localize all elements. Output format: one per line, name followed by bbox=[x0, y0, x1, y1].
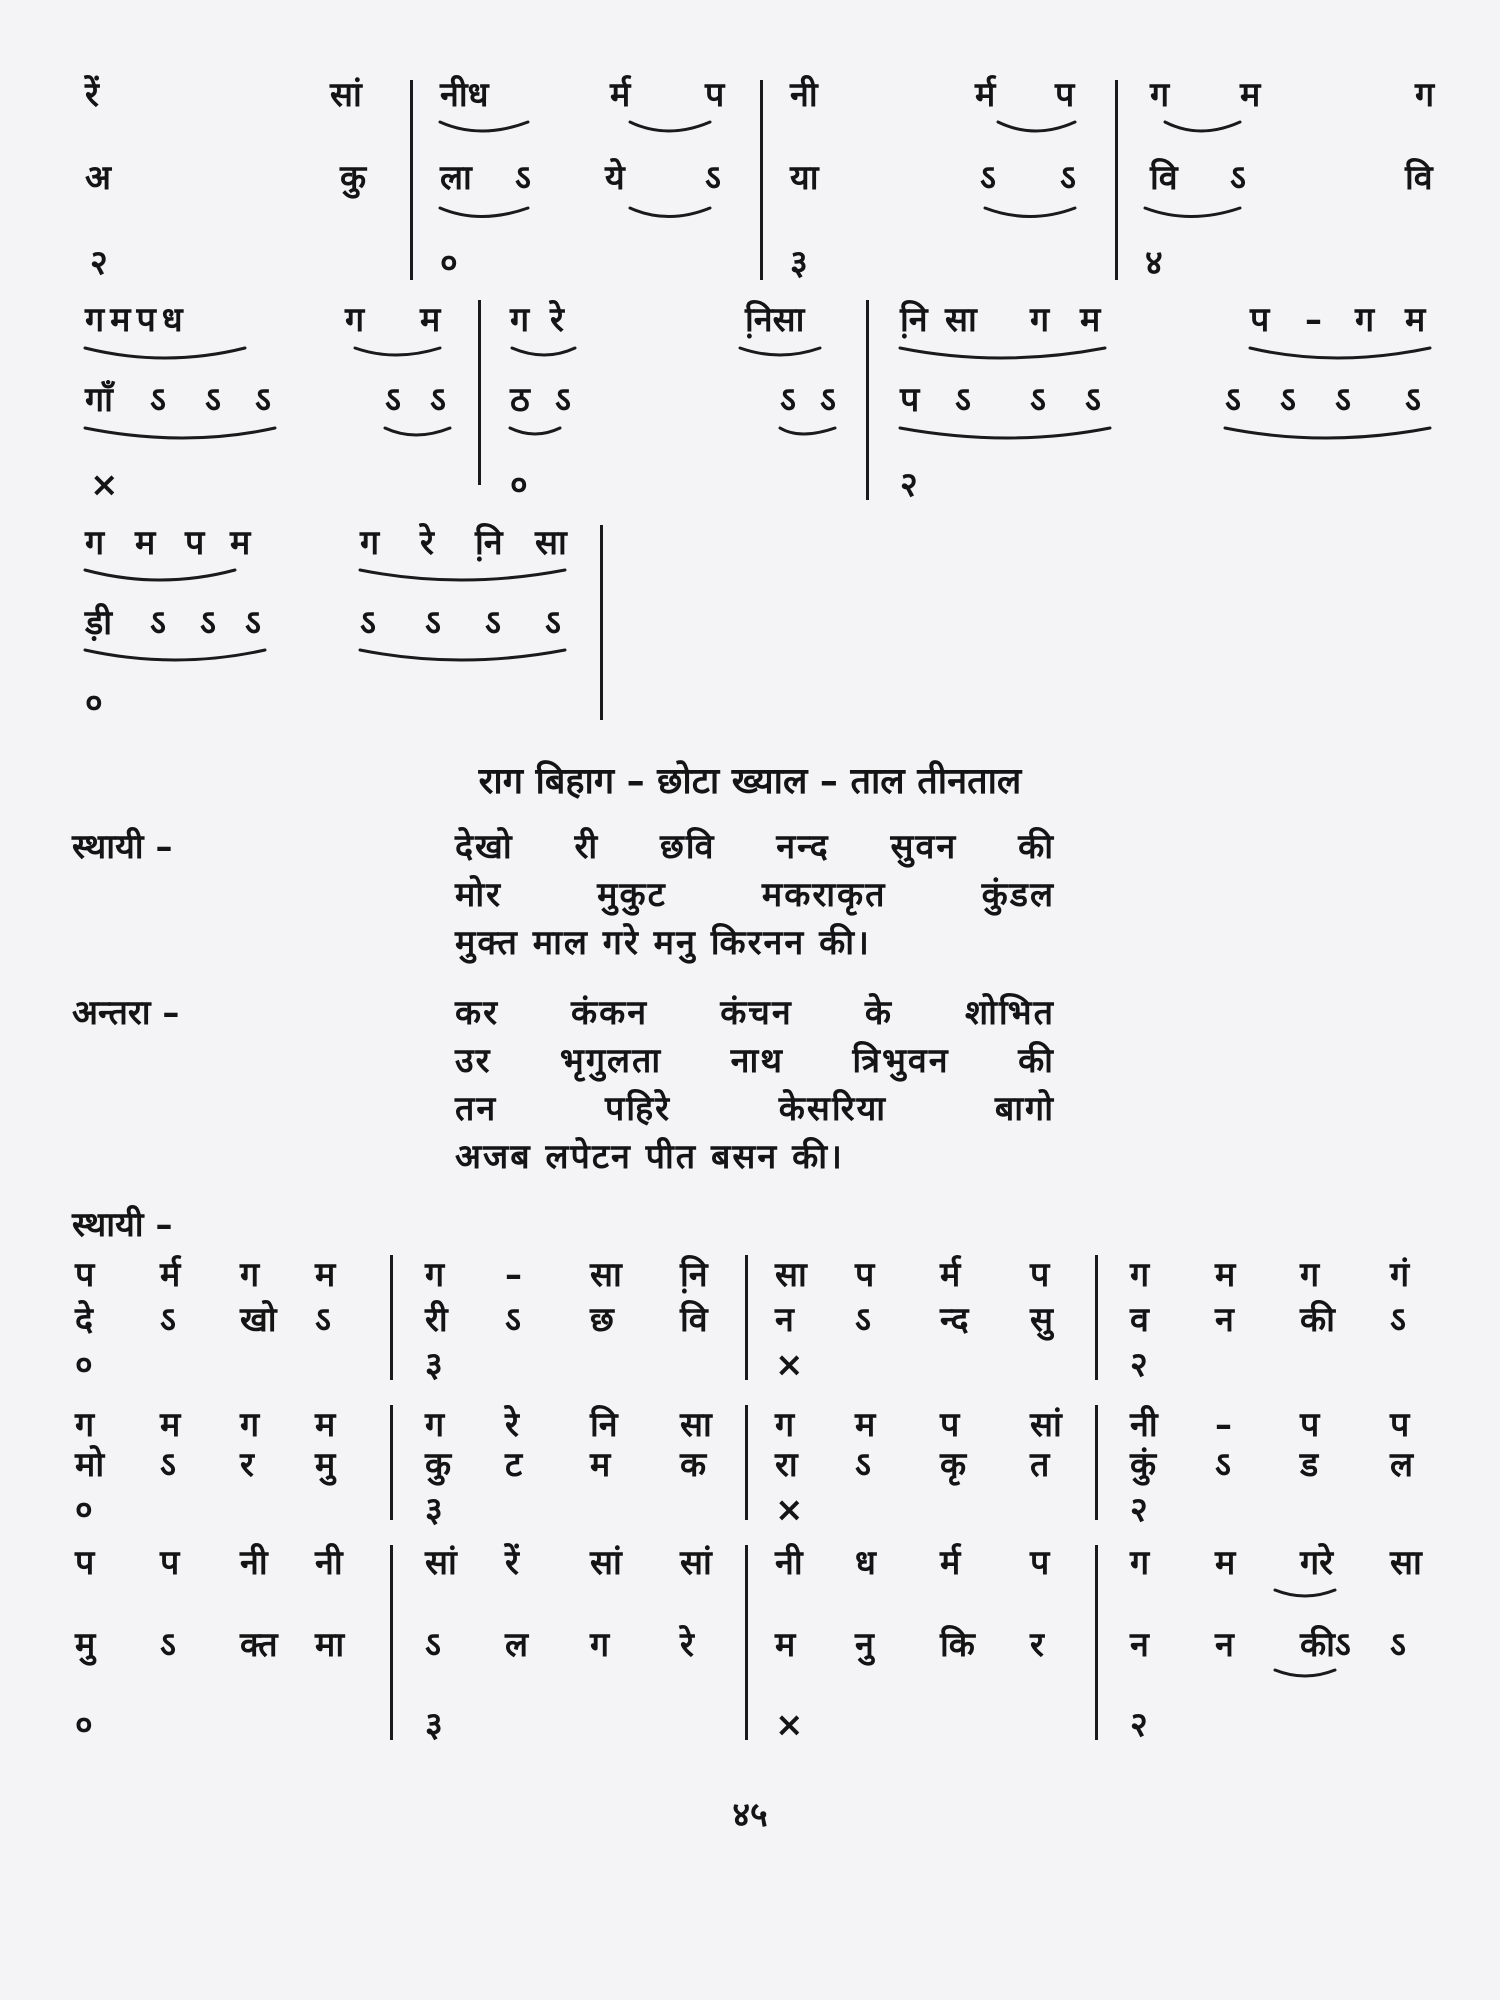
tal-marker: ३ bbox=[790, 243, 808, 283]
bol-syllable: कु bbox=[425, 1445, 452, 1485]
swar-note: नि़ bbox=[680, 1255, 708, 1295]
bol-syllable: ल bbox=[1390, 1445, 1414, 1485]
swar-note: – bbox=[1215, 1405, 1232, 1445]
swar-note: प bbox=[855, 1255, 875, 1295]
bol-syllable: नु bbox=[855, 1625, 874, 1665]
bol-syllable: दे bbox=[75, 1300, 94, 1340]
swar-note: ग bbox=[1150, 75, 1170, 115]
swar-note: प bbox=[1300, 1405, 1320, 1445]
bol-syllable: क्त bbox=[240, 1625, 278, 1665]
swar-note: ग bbox=[1355, 300, 1375, 340]
swar-note: र्म bbox=[975, 75, 996, 115]
swar-note: नि़सा bbox=[745, 300, 805, 340]
bol-syllable: वि bbox=[1150, 158, 1178, 198]
bol-syllable: ऽ bbox=[430, 380, 446, 420]
swar-note: सा bbox=[1390, 1543, 1422, 1583]
swar-note: नीध bbox=[440, 75, 489, 115]
swar-note: नी bbox=[790, 75, 818, 115]
swar-note: सां bbox=[590, 1543, 622, 1583]
bol-syllable: न्द bbox=[940, 1300, 969, 1340]
swar-note: गमपध bbox=[85, 300, 189, 340]
bol-syllable: ला bbox=[440, 158, 472, 198]
swar-note: ग bbox=[1030, 300, 1050, 340]
tal-marker: ४ bbox=[1145, 243, 1163, 283]
tal-marker: २ bbox=[1130, 1705, 1148, 1745]
bol-syllable: ठ bbox=[510, 380, 530, 420]
swar-note: सा bbox=[590, 1255, 622, 1295]
bol-syllable: वि bbox=[680, 1300, 708, 1340]
swar-note: ग bbox=[1130, 1543, 1150, 1583]
bol-syllable: म bbox=[590, 1445, 611, 1485]
bol-syllable: ऽ bbox=[1335, 380, 1351, 420]
lyric-line: देखो री छवि नन्द सुवन की bbox=[455, 827, 1055, 867]
bol-syllable: ऽ bbox=[160, 1625, 176, 1665]
bol-syllable: रे bbox=[680, 1625, 694, 1665]
bol-syllable: ऽ bbox=[425, 1625, 441, 1665]
bol-syllable: ट bbox=[505, 1445, 523, 1485]
swar-note: ग bbox=[85, 523, 105, 563]
tal-marker: ३ bbox=[425, 1345, 443, 1385]
tal-marker: ० bbox=[510, 465, 528, 505]
swar-note: सा bbox=[945, 300, 977, 340]
bol-syllable: री bbox=[425, 1300, 448, 1340]
page-number: ४५ bbox=[732, 1795, 768, 1835]
bol-syllable: सु bbox=[1030, 1300, 1053, 1340]
swar-note: म bbox=[1215, 1543, 1236, 1583]
lyric-line: अजब लपेटन पीत बसन की। bbox=[455, 1137, 844, 1177]
bol-syllable: ऽ bbox=[150, 380, 166, 420]
swar-note: ग bbox=[775, 1405, 795, 1445]
swar-note: प bbox=[75, 1543, 95, 1583]
swar-note: म bbox=[315, 1255, 336, 1295]
swar-note: नी bbox=[240, 1543, 268, 1583]
swar-note: प bbox=[1030, 1255, 1050, 1295]
swar-note: ग bbox=[1300, 1255, 1320, 1295]
swar-note: ग bbox=[425, 1405, 445, 1445]
swar-note: गं bbox=[1390, 1255, 1410, 1295]
bol-syllable: की bbox=[1300, 1300, 1335, 1340]
bol-syllable: ऽ bbox=[485, 603, 501, 643]
swar-note: प bbox=[1030, 1543, 1050, 1583]
sthayi-label: स्थायी – bbox=[72, 827, 173, 867]
lyric-line: मुक्त माल गरे मनु किरनन की। bbox=[455, 923, 871, 963]
bol-syllable: ऽ bbox=[1390, 1300, 1406, 1340]
bol-syllable: ऽ bbox=[205, 380, 221, 420]
bol-syllable: ऽ bbox=[255, 380, 271, 420]
lyric-line: मोर मुकुट मकराकृत कुंडल bbox=[455, 875, 1055, 915]
bol-syllable: न bbox=[775, 1300, 794, 1340]
bol-syllable: म bbox=[775, 1625, 796, 1665]
swar-note: सां bbox=[680, 1543, 712, 1583]
bol-syllable: ऽ bbox=[425, 603, 441, 643]
swar-note: नी bbox=[315, 1543, 343, 1583]
swar-note: ग bbox=[240, 1405, 260, 1445]
bol-syllable: कृ bbox=[940, 1445, 967, 1485]
tal-marker: ३ bbox=[425, 1490, 443, 1530]
bol-syllable: ऽ bbox=[855, 1300, 871, 1340]
swar-note: प bbox=[1250, 300, 1270, 340]
swar-note: सां bbox=[1030, 1405, 1062, 1445]
swar-note: सां bbox=[425, 1543, 457, 1583]
bol-syllable: ऽ bbox=[1280, 380, 1296, 420]
lyric-line: उर भृगुलता नाथ त्रिभुवन की bbox=[455, 1041, 1055, 1081]
bol-syllable: ये bbox=[605, 158, 625, 198]
bol-syllable: ऽ bbox=[1230, 158, 1246, 198]
swar-note: ग bbox=[75, 1405, 95, 1445]
tal-marker: २ bbox=[1130, 1345, 1148, 1385]
swar-note: प bbox=[185, 523, 205, 563]
bol-syllable: खो bbox=[240, 1300, 277, 1340]
tal-marker: × bbox=[90, 465, 119, 505]
swar-note: प bbox=[160, 1543, 180, 1583]
bol-syllable: या bbox=[790, 158, 819, 198]
bol-syllable: ऽ bbox=[780, 380, 796, 420]
bol-syllable: ऽ bbox=[200, 603, 216, 643]
tal-marker: × bbox=[775, 1345, 804, 1385]
bol-syllable: ग bbox=[590, 1625, 610, 1665]
swar-note: नि़ bbox=[475, 523, 503, 563]
swar-note: प bbox=[1390, 1405, 1410, 1445]
swar-note: नि़ bbox=[900, 300, 928, 340]
swar-note: म bbox=[855, 1405, 876, 1445]
swar-note: म bbox=[160, 1405, 181, 1445]
bol-syllable: ऽ bbox=[855, 1445, 871, 1485]
swar-note: ग bbox=[360, 523, 380, 563]
swar-note: ध bbox=[855, 1543, 876, 1583]
swar-note: म bbox=[230, 523, 251, 563]
bol-syllable: न bbox=[1130, 1625, 1149, 1665]
bol-syllable: कुं bbox=[1130, 1445, 1157, 1485]
swar-note: रें bbox=[505, 1543, 519, 1583]
bol-syllable: ऽ bbox=[980, 158, 996, 198]
tal-marker: ० bbox=[75, 1345, 93, 1385]
notation-sthayi-label: स्थायी – bbox=[72, 1205, 173, 1245]
swar-note: म bbox=[1080, 300, 1101, 340]
bol-syllable: गाँ bbox=[85, 380, 113, 420]
swar-note: ग bbox=[1415, 75, 1435, 115]
bol-syllable: ऽ bbox=[245, 603, 261, 643]
bol-syllable: ऽ bbox=[955, 380, 971, 420]
bol-syllable: ऽ bbox=[1390, 1625, 1406, 1665]
bol-syllable: रा bbox=[775, 1445, 798, 1485]
swar-note: सा bbox=[535, 523, 567, 563]
tal-marker: २ bbox=[90, 243, 108, 283]
swar-note: र्म bbox=[610, 75, 631, 115]
swar-note: प bbox=[940, 1405, 960, 1445]
swar-note: सा bbox=[775, 1255, 807, 1295]
swar-note: ग bbox=[425, 1255, 445, 1295]
tal-marker: × bbox=[775, 1490, 804, 1530]
bol-syllable: र bbox=[1030, 1625, 1044, 1665]
tal-marker: ० bbox=[440, 243, 458, 283]
bol-syllable: र bbox=[240, 1445, 254, 1485]
tal-marker: २ bbox=[1130, 1490, 1148, 1530]
bol-syllable: ऽ bbox=[1225, 380, 1241, 420]
bol-syllable: वि bbox=[1405, 158, 1433, 198]
swar-note: प bbox=[75, 1255, 95, 1295]
bol-syllable: ड़ी bbox=[85, 603, 112, 643]
bol-syllable: कीऽ bbox=[1300, 1625, 1351, 1665]
tal-marker: २ bbox=[900, 465, 918, 505]
swar-note: नी bbox=[775, 1543, 803, 1583]
swar-note: म bbox=[1405, 300, 1426, 340]
swar-note: सा bbox=[680, 1405, 712, 1445]
bol-syllable: ऽ bbox=[160, 1445, 176, 1485]
bol-syllable: ऽ bbox=[160, 1300, 176, 1340]
swar-note: र्म bbox=[940, 1255, 961, 1295]
bol-syllable: न bbox=[1215, 1300, 1234, 1340]
bol-syllable: व bbox=[1130, 1300, 1149, 1340]
bol-syllable: ऽ bbox=[1215, 1445, 1231, 1485]
bol-syllable: त bbox=[1030, 1445, 1050, 1485]
tal-marker: ३ bbox=[425, 1705, 443, 1745]
swar-note: रे bbox=[550, 300, 564, 340]
swar-note: – bbox=[505, 1255, 522, 1295]
swar-note: नी bbox=[1130, 1405, 1158, 1445]
swar-note: र्म bbox=[160, 1255, 181, 1295]
bol-syllable: ऽ bbox=[555, 380, 571, 420]
swar-note: रे bbox=[420, 523, 434, 563]
raga-title: राग बिहाग – छोटा ख्याल – ताल तीनताल bbox=[478, 761, 1022, 802]
swar-note: ग bbox=[510, 300, 530, 340]
swar-note: रे bbox=[505, 1405, 519, 1445]
bol-syllable: ऽ bbox=[315, 1300, 331, 1340]
swar-note: म bbox=[135, 523, 156, 563]
swar-note: म bbox=[1240, 75, 1261, 115]
bol-syllable: ऽ bbox=[820, 380, 836, 420]
swar-note: ग bbox=[240, 1255, 260, 1295]
lyric-line: तन पहिरे केसरिया बागो bbox=[455, 1089, 1055, 1129]
bol-syllable: ऽ bbox=[1085, 380, 1101, 420]
bol-syllable: ड bbox=[1300, 1445, 1319, 1485]
bol-syllable: छ bbox=[590, 1300, 614, 1340]
swar-note: – bbox=[1305, 300, 1322, 340]
swar-note: म bbox=[1215, 1255, 1236, 1295]
swar-note: रें bbox=[85, 75, 99, 115]
bol-syllable: मा bbox=[315, 1625, 345, 1665]
bol-syllable: ऽ bbox=[150, 603, 166, 643]
bol-syllable: प bbox=[900, 380, 920, 420]
swar-note: नि bbox=[590, 1405, 618, 1445]
bol-syllable: ऽ bbox=[515, 158, 531, 198]
bol-syllable: ऽ bbox=[705, 158, 721, 198]
swar-note: प bbox=[705, 75, 725, 115]
bol-syllable: मो bbox=[75, 1445, 105, 1485]
bol-syllable: मु bbox=[75, 1625, 96, 1665]
bol-syllable: न bbox=[1215, 1625, 1234, 1665]
tal-marker: ० bbox=[75, 1490, 93, 1530]
bol-syllable: ल bbox=[505, 1625, 529, 1665]
bol-syllable: कु bbox=[340, 158, 367, 198]
antara-label: अन्तरा – bbox=[72, 993, 180, 1033]
tal-marker: × bbox=[775, 1705, 804, 1745]
swar-note: प bbox=[1055, 75, 1075, 115]
swar-note: ग bbox=[1130, 1255, 1150, 1295]
bol-syllable: अ bbox=[85, 158, 111, 198]
tal-marker: ० bbox=[75, 1705, 93, 1745]
lyric-line: कर कंकन कंचन के शोभित bbox=[455, 993, 1055, 1033]
tal-marker: ० bbox=[85, 683, 103, 723]
bol-syllable: मु bbox=[315, 1445, 336, 1485]
swar-note: र्म bbox=[940, 1543, 961, 1583]
bol-syllable: ऽ bbox=[360, 603, 376, 643]
bol-syllable: ऽ bbox=[505, 1300, 521, 1340]
bol-syllable: ऽ bbox=[1030, 380, 1046, 420]
swar-note: म bbox=[315, 1405, 336, 1445]
bol-syllable: कि bbox=[940, 1625, 975, 1665]
bol-syllable: ऽ bbox=[545, 603, 561, 643]
swar-note: गरे bbox=[1300, 1543, 1334, 1583]
bol-syllable: ऽ bbox=[385, 380, 401, 420]
bol-syllable: ऽ bbox=[1060, 158, 1076, 198]
swar-note: सां bbox=[330, 75, 362, 115]
bol-syllable: क bbox=[680, 1445, 707, 1485]
swar-note: म bbox=[420, 300, 441, 340]
swar-note: ग bbox=[345, 300, 365, 340]
bol-syllable: ऽ bbox=[1405, 380, 1421, 420]
